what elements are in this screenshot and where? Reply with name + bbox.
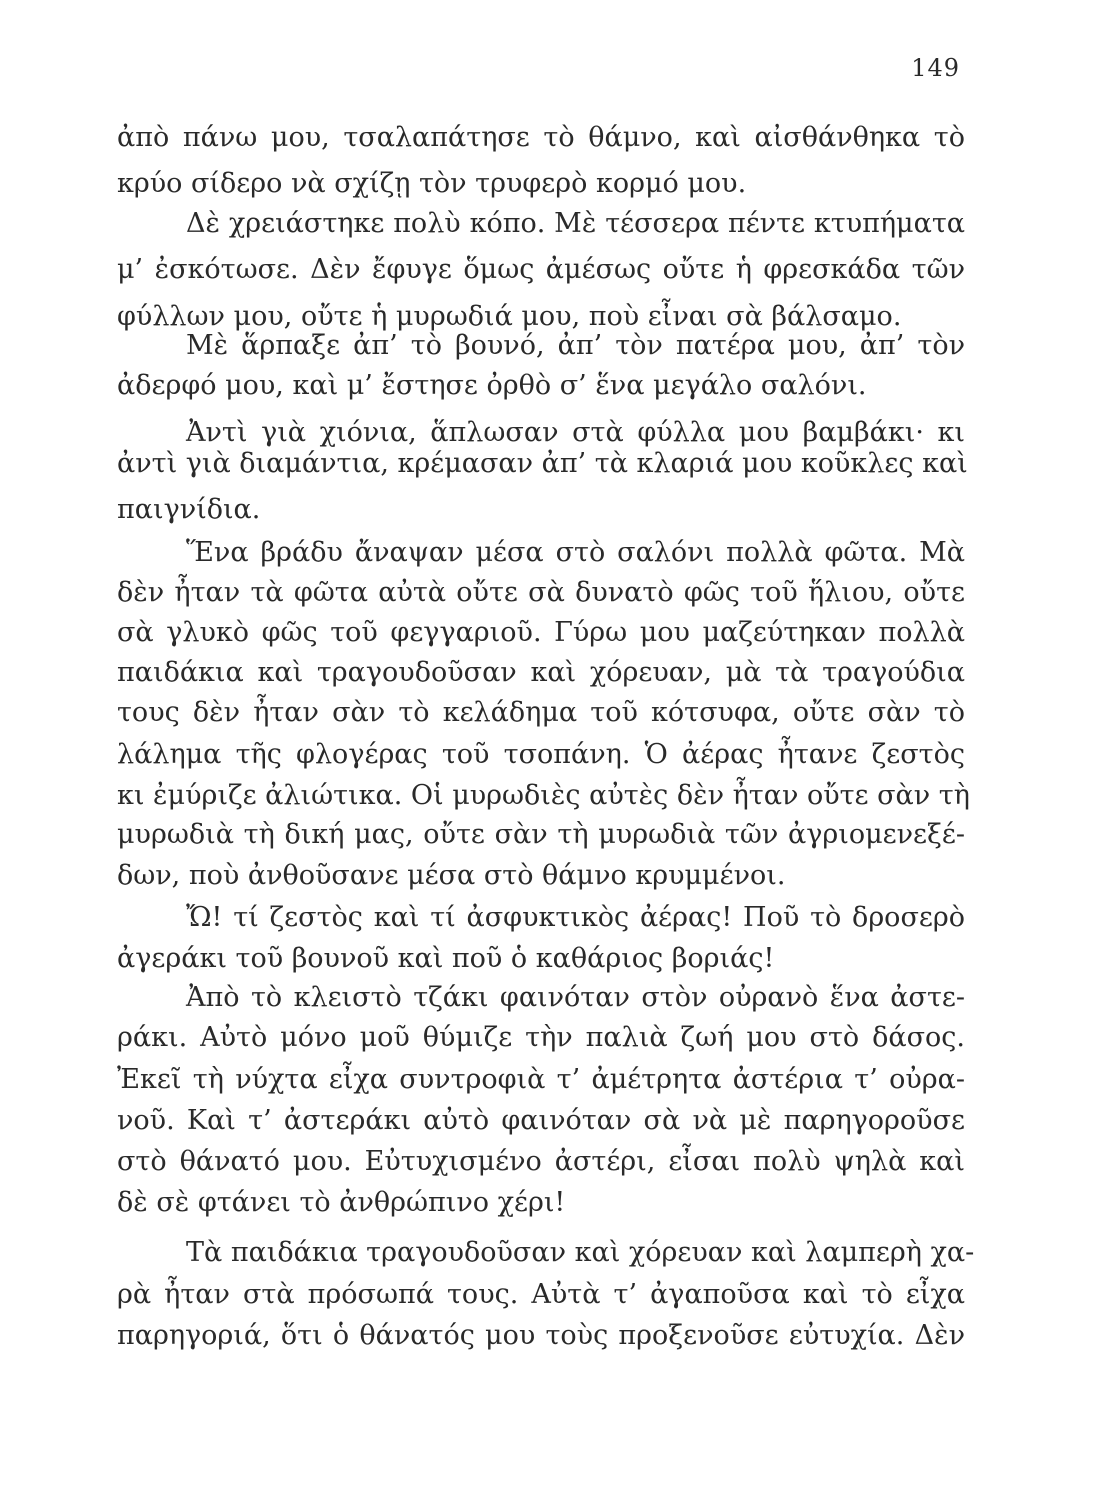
text-line: ἀγεράκι τοῦ βουνοῦ καὶ ποῦ ὁ καθάριος βοριάς!	[117, 943, 775, 974]
text-line: δων, ποὺ ἀνθοῦσανε μέσα στὸ θάμνο κρυμμένοι.	[117, 860, 786, 891]
text-line: ἀντὶ γιὰ διαμάντια, κρέμασαν ἀπ’ τὰ κλαριά μου κοῦκλες καὶ	[117, 448, 968, 479]
text-line: παιγνίδια.	[117, 494, 261, 525]
text-line: σὰ γλυκὸ φῶς τοῦ φεγγαριοῦ. Γύρω μου μαζεύτηκαν πολλὰ	[117, 617, 965, 648]
text-line: Ὤ! τί ζεστὸς καὶ τί ἀσφυκτικὸς ἀέρας! Ποῦ τὸ δροσερὸ	[186, 902, 965, 933]
text-line: Τὰ παιδάκια τραγουδοῦσαν καὶ χόρευαν καὶ λαμπερὴ χα-	[186, 1237, 975, 1268]
text-line: ἀπὸ πάνω μου, τσαλαπάτησε τὸ θάμνο, καὶ αἰσθάνθηκα τὸ	[117, 122, 965, 153]
text-line: Ἕνα βράδυ ἄναψαν μέσα στὸ σαλόνι πολλὰ φῶτα. Μὰ	[186, 537, 965, 568]
text-line: Ἐκεῖ τὴ νύχτα εἶχα συντροφιὰ τ’ ἀμέτρητα ἀστέρια τ’ οὐρα-	[117, 1064, 965, 1095]
text-line: Δὲ χρειάστηκε πολὺ κόπο. Μὲ τέσσερα πέντε κτυπήματα	[186, 208, 965, 239]
text-line: φύλλων μου, οὔτε ἡ μυρωδιά μου, ποὺ εἶναι σὰ βάλσαμο.	[117, 301, 902, 332]
text-line: Ἀντὶ γιὰ χιόνια, ἅπλωσαν στὰ φύλλα μου βαμβάκι· κι	[186, 417, 965, 448]
text-line: δὲν ἦταν τὰ φῶτα αὐτὰ οὔτε σὰ δυνατὸ φῶς τοῦ ἥλιου, οὔτε	[117, 577, 965, 608]
text-line: Ἀπὸ τὸ κλειστὸ τζάκι φαινόταν στὸν οὐρανὸ ἕνα ἀστε-	[186, 982, 965, 1013]
text-line: νοῦ. Καὶ τ’ ἀστεράκι αὐτὸ φαινόταν σὰ νὰ μὲ παρηγοροῦσε	[117, 1105, 965, 1136]
text-line: τους δὲν ἦταν σὰν τὸ κελάδημα τοῦ κότσυφα, οὔτε σὰν τὸ	[117, 697, 965, 728]
text-line: κι ἐμύριζε ἀλιώτικα. Οἱ μυρωδιὲς αὐτὲς δὲν ἦταν οὔτε σὰν τὴ	[117, 780, 970, 811]
text-line: ρὰ ἦταν στὰ πρόσωπά τους. Αὐτὰ τ’ ἀγαποῦσα καὶ τὸ εἶχα	[117, 1279, 965, 1310]
text-line: δὲ σὲ φτάνει τὸ ἀνθρώπινο χέρι!	[117, 1187, 566, 1218]
text-line: κρύο σίδερο νὰ σχίζῃ τὸν τρυφερὸ κορμό μου.	[117, 168, 747, 199]
text-line: μυρωδιὰ τὴ δική μας, οὔτε σὰν τὴ μυρωδιὰ τῶν ἀγριομενεξέ-	[117, 819, 965, 850]
text-line: ἀδερφό μου, καὶ μ’ ἔστησε ὀρθὸ σ’ ἕνα μεγάλο σαλόνι.	[117, 370, 867, 401]
text-line: ράκι. Αὐτὸ μόνο μοῦ θύμιζε τὴν παλιὰ ζωή μου στὸ δάσος.	[117, 1022, 965, 1053]
page-number: 149	[911, 54, 960, 82]
text-line: παρηγοριά, ὅτι ὁ θάνατός μου τοὺς προξενοῦσε εὐτυχία. Δὲν	[117, 1320, 965, 1351]
text-line: στὸ θάνατό μου. Εὐτυχισμένο ἀστέρι, εἶσαι πολὺ ψηλὰ καὶ	[117, 1146, 965, 1177]
text-line: μ’ ἐσκότωσε. Δὲν ἔφυγε ὅμως ἀμέσως οὔτε ἡ φρεσκάδα τῶν	[117, 254, 965, 285]
text-line: Μὲ ἅρπαξε ἀπ’ τὸ βουνό, ἀπ’ τὸν πατέρα μου, ἀπ’ τὸν	[186, 330, 965, 361]
text-line: λάλημα τῆς φλογέρας τοῦ τσοπάνη. Ὁ ἀέρας ἦτανε ζεστὸς	[117, 739, 965, 770]
text-line: παιδάκια καὶ τραγουδοῦσαν καὶ χόρευαν, μὰ τὰ τραγούδια	[117, 657, 965, 688]
